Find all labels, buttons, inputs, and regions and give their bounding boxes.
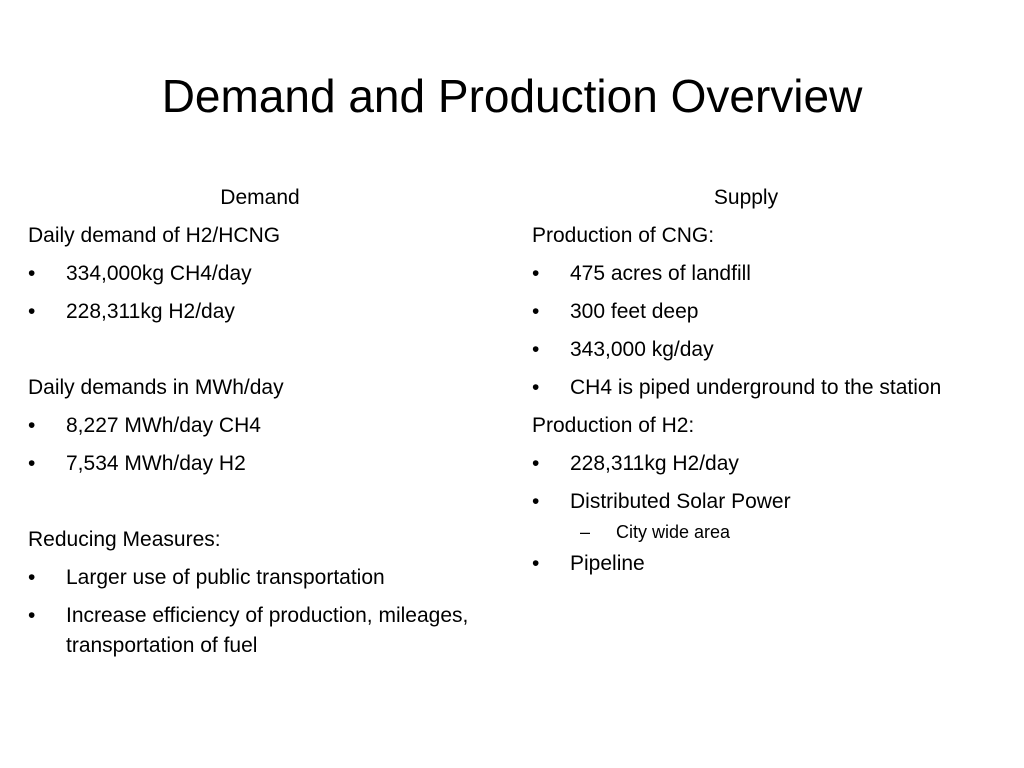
list-item: • 7,534 MWh/day H2 <box>28 449 498 479</box>
list-item: • 475 acres of landfill <box>532 259 992 289</box>
list-item: • Pipeline <box>532 549 992 579</box>
daily-demand-list <box>28 259 498 327</box>
supply-heading: Supply <box>713 186 779 209</box>
supply-column <box>532 183 992 587</box>
bullet-icon: • <box>532 452 540 475</box>
list-item: • Increase efficiency of production, mileages, transportation of fuel <box>28 601 498 661</box>
list-item: • 228,311kg H2/day <box>532 449 992 479</box>
list-item: • Larger use of public transportation <box>28 563 498 593</box>
bullet-icon: • <box>28 414 36 437</box>
bullet-icon: • <box>28 604 36 627</box>
cng-production-list <box>532 259 992 403</box>
bullet-icon: • <box>28 452 36 475</box>
list-item: • 334,000kg CH4/day <box>28 259 498 289</box>
solar-sublist <box>532 519 992 545</box>
bullet-icon: • <box>532 262 540 285</box>
daily-demand-label: Daily demand of H2/HCNG <box>28 224 281 247</box>
bullet-icon: • <box>532 300 540 323</box>
demand-heading: Demand <box>220 186 300 209</box>
cng-production-label: Production of CNG: <box>532 224 715 247</box>
bullet-icon: • <box>28 262 36 285</box>
list-item: • 300 feet deep <box>532 297 992 327</box>
bullet-icon: • <box>28 566 36 589</box>
bullet-icon: • <box>532 490 540 513</box>
dash-icon: – <box>580 522 591 542</box>
bullet-icon: • <box>28 300 36 323</box>
mwh-demand-label: Daily demands in MWh/day <box>28 376 284 399</box>
list-item: • 343,000 kg/day <box>532 335 992 365</box>
bullet-icon: • <box>532 338 540 361</box>
list-item: • 8,227 MWh/day CH4 <box>28 411 498 441</box>
demand-column <box>28 183 498 669</box>
reducing-measures-list <box>28 563 498 661</box>
mwh-demand-list <box>28 411 498 479</box>
list-item: • CH4 is piped underground to the station <box>532 373 992 403</box>
list-item: • 228,311kg H2/day <box>28 297 498 327</box>
h2-production-label: Production of H2: <box>532 414 695 437</box>
h2-production-list-cont <box>532 549 992 579</box>
reducing-measures-label: Reducing Measures: <box>28 528 221 551</box>
sub-list-item: – City wide area <box>532 519 992 545</box>
bullet-icon: • <box>532 376 540 399</box>
list-item: • Distributed Solar Power <box>532 487 992 517</box>
h2-production-list <box>532 449 992 517</box>
bullet-icon: • <box>532 552 540 575</box>
slide-title: Demand and Production Overview <box>161 70 863 122</box>
